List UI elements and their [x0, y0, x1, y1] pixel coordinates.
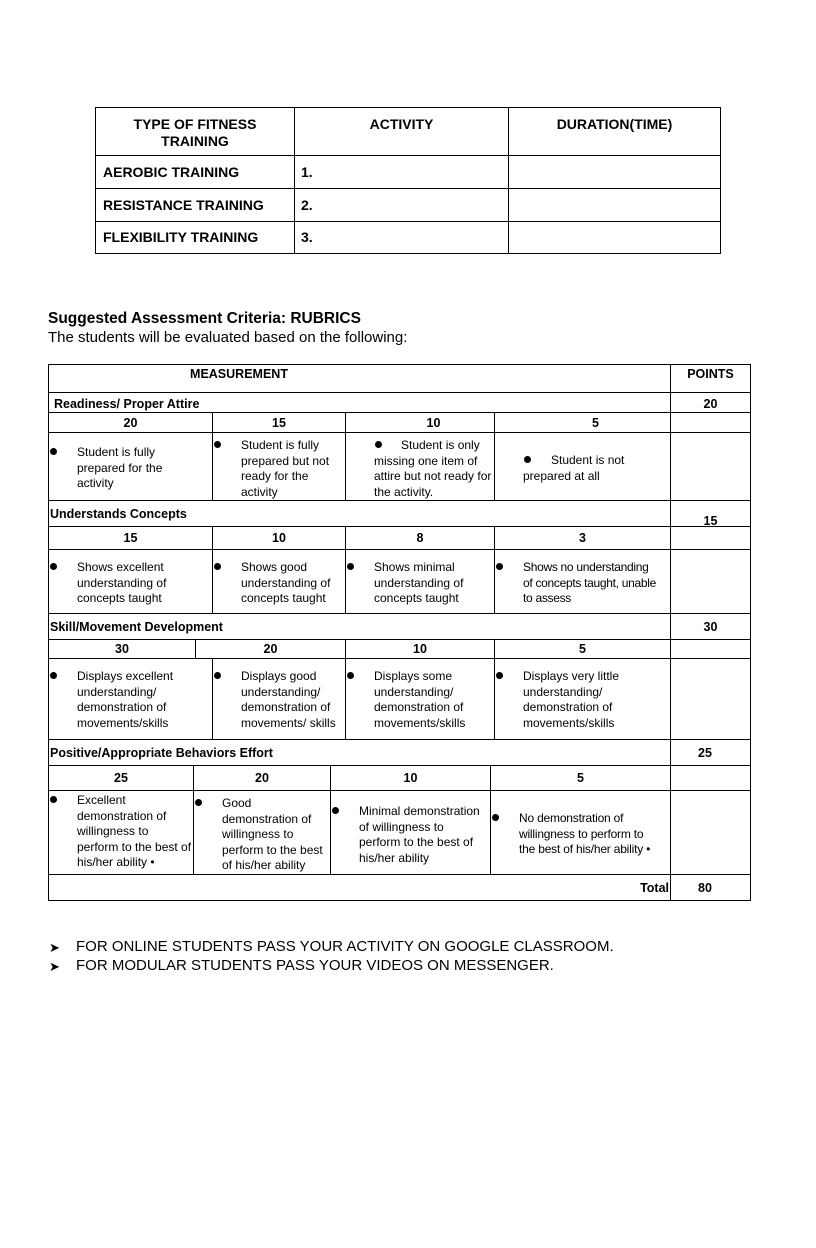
descriptor-line: ready for the: [241, 469, 309, 483]
total-label: Total: [640, 881, 669, 895]
descriptor-line: concepts taught: [374, 591, 459, 605]
measurement-header: MEASUREMENT: [190, 367, 288, 381]
bullet-icon: [50, 448, 57, 455]
descriptor-line: attire but not ready for: [374, 469, 492, 483]
section-name-skill: Skill/Movement Development: [50, 620, 223, 634]
score-skill-2: 20: [263, 642, 278, 656]
descriptor-line: movements/skills: [77, 715, 169, 730]
descriptor-line: understanding of: [241, 575, 331, 590]
points-header: POINTS: [687, 367, 734, 381]
score-behaviors-2: 20: [255, 771, 269, 785]
total-value: 80: [698, 881, 712, 895]
score-readiness-1: 20: [123, 416, 138, 430]
descriptor-line: the best of his/her ability •: [519, 842, 651, 856]
score-concepts-2: 10: [272, 531, 286, 545]
bullet-icon: [332, 807, 339, 814]
rubric-subtitle: The students will be evaluated based on the following:: [48, 329, 408, 346]
descriptor-line: Displays very little: [523, 669, 620, 683]
bullet-icon: [347, 672, 354, 679]
descriptor-line: understanding of: [77, 575, 167, 590]
descriptor-line: Excellent: [77, 793, 126, 807]
descriptor-skill-3: [374, 669, 493, 731]
bullet-icon: [492, 814, 499, 821]
descriptor-line: his/her ability •: [77, 855, 155, 869]
descriptor-line: Shows no understanding: [523, 560, 649, 574]
arrow-bullet-icon: ➤: [49, 959, 60, 974]
descriptor-behaviors-1: [77, 793, 193, 873]
section-points-concepts: 15: [703, 514, 718, 528]
score-readiness-4: 5: [592, 416, 599, 430]
descriptor-line: Displays good: [241, 669, 317, 683]
descriptor-line: his/her ability: [359, 850, 430, 865]
descriptor-concepts-4: [523, 560, 670, 607]
descriptor-line: Student is fully: [241, 438, 320, 452]
descriptor-line: of concepts taught, unable: [523, 575, 656, 590]
descriptor-line: to assess: [523, 591, 571, 605]
row-activity-3: 3.: [301, 229, 313, 245]
descriptor-line: the activity.: [374, 484, 434, 499]
column-header-duration: DURATION(TIME): [556, 116, 673, 132]
descriptor-line: of his/her ability: [222, 858, 306, 872]
descriptor-line: Student is not: [551, 453, 625, 467]
score-behaviors-4: 5: [577, 771, 584, 785]
descriptor-line: Shows minimal: [374, 560, 455, 574]
row-type-flexibility: FLEXIBILITY TRAINING: [103, 229, 259, 245]
descriptor-skill-2: [241, 669, 344, 731]
column-header-type-line1: TYPE OF FITNESS: [133, 116, 257, 132]
row-activity-2: 2.: [301, 197, 313, 213]
descriptor-line: demonstration of: [77, 808, 167, 823]
descriptor-skill-1: [77, 669, 211, 731]
descriptor-line: Displays some: [374, 669, 453, 683]
descriptor-line: perform to the best of: [359, 835, 474, 849]
descriptor-behaviors-2: [222, 796, 329, 874]
descriptor-line: missing one item of: [374, 453, 478, 468]
descriptor-line: understanding/: [241, 684, 321, 699]
descriptor-line: movements/ skills: [241, 715, 336, 730]
bullet-icon: [50, 672, 57, 679]
descriptor-concepts-1: [77, 560, 211, 607]
descriptor-skill-4: [523, 669, 669, 731]
score-concepts-4: 3: [579, 531, 586, 545]
descriptor-line: activity: [77, 476, 114, 490]
descriptor-readiness-3: [374, 438, 494, 500]
rubric-title: Suggested Assessment Criteria: RUBRICS: [48, 310, 361, 327]
score-readiness-2: 15: [272, 416, 286, 430]
bullet-icon: [214, 441, 221, 448]
descriptor-line: of willingness to: [359, 819, 444, 834]
bullet-icon: [496, 563, 503, 570]
section-points-readiness: 20: [703, 397, 718, 411]
section-name-readiness: Readiness/ Proper Attire: [54, 397, 200, 411]
descriptor-line: demonstration of: [222, 811, 312, 826]
descriptor-line: movements/skills: [523, 715, 615, 730]
bullet-icon: [214, 672, 221, 679]
descriptor-line: Minimal demonstration: [359, 804, 480, 818]
section-points-behaviors: 25: [698, 746, 712, 760]
descriptor-line: demonstration of: [77, 700, 167, 714]
note-modular: FOR MODULAR STUDENTS PASS YOUR VIDEOS ON MESSENGER.: [76, 957, 554, 974]
column-header-type-line2: TRAINING: [161, 133, 229, 149]
row-type-aerobic: AEROBIC TRAINING: [103, 164, 240, 180]
section-points-skill: 30: [703, 620, 718, 634]
descriptor-readiness-2: [241, 438, 344, 500]
descriptor-line: No demonstration of: [519, 811, 624, 825]
score-behaviors-3: 10: [403, 771, 418, 785]
column-header-activity: ACTIVITY: [369, 116, 434, 132]
score-skill-3: 10: [413, 642, 427, 656]
score-concepts-3: 8: [416, 531, 424, 545]
descriptor-readiness-1: [77, 445, 211, 492]
descriptor-line: prepared but not: [241, 453, 330, 468]
score-readiness-3: 10: [426, 416, 441, 430]
bullet-icon: [214, 563, 221, 570]
score-skill-1: 30: [115, 642, 129, 656]
descriptor-line: Student is fully: [77, 445, 156, 459]
descriptor-line: willingness to: [77, 824, 149, 838]
descriptor-line: perform to the best of: [77, 839, 192, 854]
score-concepts-1: 15: [123, 531, 138, 545]
descriptor-line: Student is only: [401, 438, 480, 452]
bullet-icon: [347, 563, 354, 570]
descriptor-line: Shows good: [241, 560, 308, 574]
descriptor-line: movements/skills: [374, 715, 466, 730]
descriptor-line: demonstration of: [523, 700, 613, 714]
column-header-type: [96, 116, 294, 150]
descriptor-line: understanding/: [374, 684, 454, 699]
descriptor-line: concepts taught: [77, 591, 162, 605]
descriptor-line: understanding/: [523, 684, 603, 699]
note-online: FOR ONLINE STUDENTS PASS YOUR ACTIVITY ON GOOGLE CLASSROOM.: [76, 938, 614, 955]
section-name-behaviors: Positive/Appropriate Behaviors Effort: [50, 746, 273, 760]
descriptor-line: demonstration of: [374, 700, 464, 714]
descriptor-line: understanding/: [77, 684, 157, 699]
bullet-icon: [50, 563, 57, 570]
arrow-bullet-icon: ➤: [49, 940, 60, 955]
score-behaviors-1: 25: [114, 771, 128, 785]
descriptor-line: willingness to perform to: [519, 826, 644, 841]
descriptor-line: understanding of: [374, 575, 464, 590]
descriptor-readiness-4: [523, 453, 668, 484]
descriptor-concepts-3: [374, 560, 493, 607]
descriptor-line: concepts taught: [241, 591, 326, 605]
descriptor-line: perform to the best: [222, 842, 323, 857]
score-skill-4: 5: [579, 642, 586, 656]
descriptor-line: demonstration of: [241, 700, 331, 714]
bullet-icon: [50, 796, 57, 803]
row-type-resistance: RESISTANCE TRAINING: [103, 197, 264, 213]
descriptor-line: Displays excellent: [77, 669, 174, 683]
bullet-icon: [195, 799, 202, 806]
descriptor-line: willingness to: [222, 827, 294, 841]
descriptor-line: prepared at all: [523, 468, 600, 483]
section-name-concepts: Understands Concepts: [50, 507, 187, 521]
descriptor-behaviors-3: [359, 804, 489, 866]
descriptor-line: Good: [222, 796, 252, 810]
row-activity-1: 1.: [301, 164, 313, 180]
descriptor-line: activity: [241, 484, 278, 499]
bullet-icon: [496, 672, 503, 679]
descriptor-concepts-2: [241, 560, 344, 607]
descriptor-line: Shows excellent: [77, 560, 164, 574]
descriptor-line: prepared for the: [77, 460, 163, 475]
descriptor-behaviors-4: [519, 811, 669, 858]
